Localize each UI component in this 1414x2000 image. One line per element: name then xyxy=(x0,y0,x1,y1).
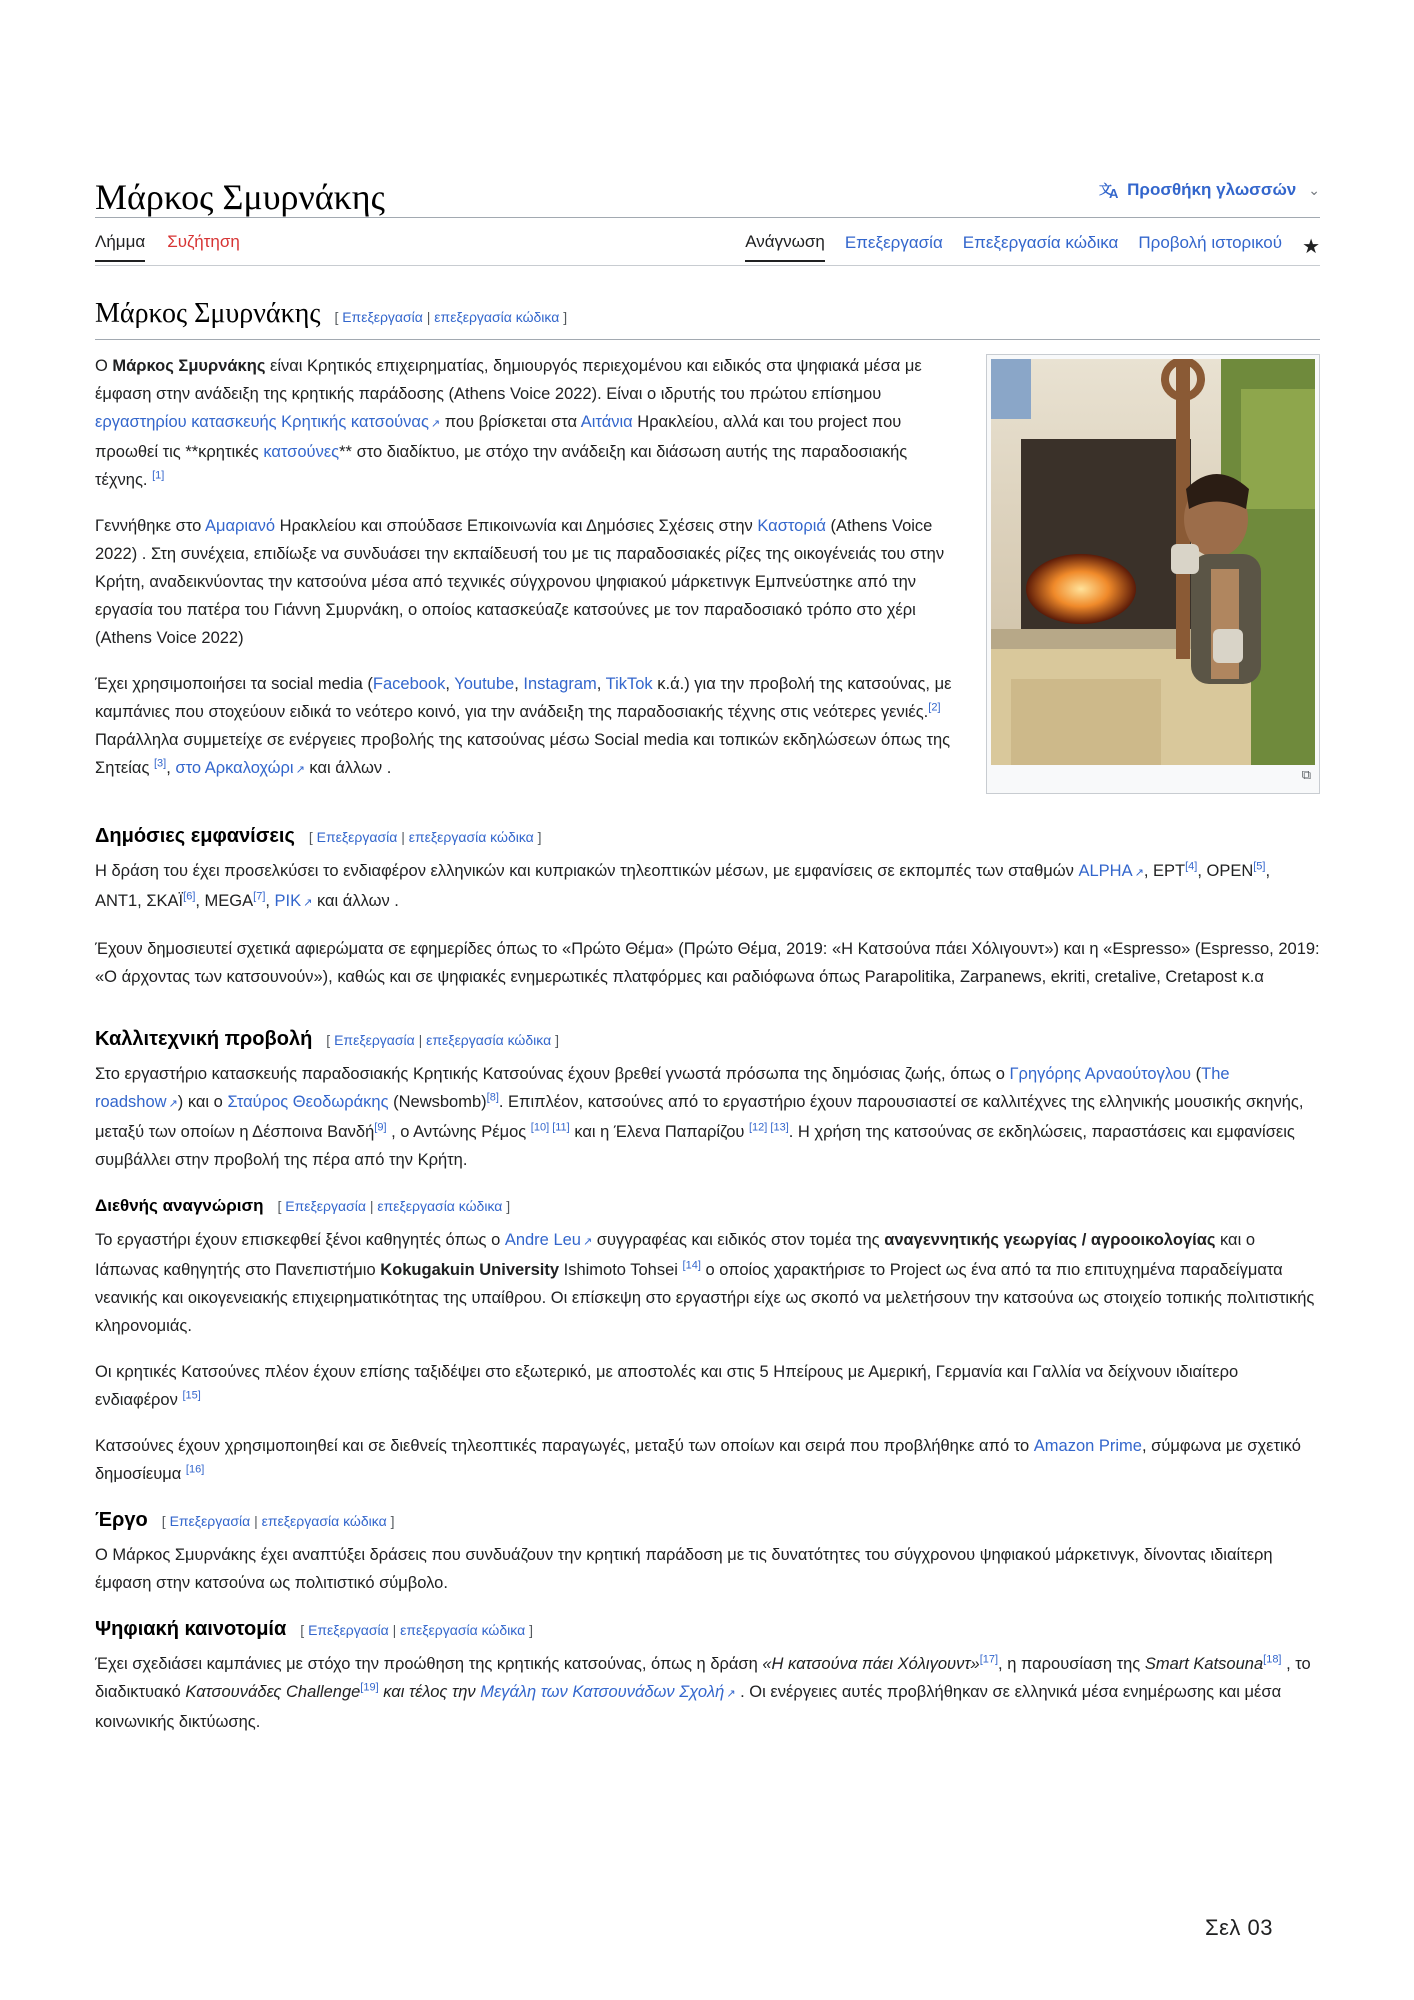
edit-source-link[interactable]: επεξεργασία κώδικα xyxy=(408,829,534,845)
workshop-link[interactable]: εργαστηρίου κατασκευής Κρητικής κατσούνας ↗ xyxy=(95,413,440,431)
andre-leu-link[interactable]: Andre Leu ↗ xyxy=(505,1231,592,1249)
tab-history[interactable]: Προβολή ιστορικού xyxy=(1138,233,1283,252)
biography-paragraph: Γεννήθηκε στο Αμαριανό Ηρακλείου και σπούδασε Επικοινωνία και Δημόσιες Σχέσεις στην Καστοριά (Athens Voice 2022) . Στη συνέχεια, επιδίωξε να συνδυάσει την εκπαίδευσή του με τις παραδοσιακές ρίζες της οικογένειάς του στην Κρήτη, αναδεικνύοντας την κατσούνα μέσα από τεχνικές σύγχρονου ψηφιακού μάρκετινγκ Εμπνεύστηκε από την εργασία του πατέρα του Γιάννη Σμυρνάκη, ο οποίος κατασκεύαζε κατσούνες με τον παραδοσιακό τρόπο στο χέρι (Athens Voice 2022) xyxy=(95,517,945,647)
ref-8[interactable]: [8] xyxy=(486,1091,499,1104)
tv-appearances-paragraph: Η δράση του έχει προσελκύσει το ενδιαφέρον ελληνικών και κυπριακών τηλεοπτικών μέσων, με εμφανίσεις σε εκπομπές των σταθμών ALPHA ↗ , ΕΡΤ[4], OPEN[5], ANT1, ΣΚΑΪ[6], MEGA[7], ΡΙΚ ↗ και άλλων . xyxy=(95,857,1320,917)
ref-3[interactable]: [3] xyxy=(154,757,167,770)
arnaoutoglou-link[interactable]: Γρηγόρης Αρναούτογλου xyxy=(1009,1065,1192,1083)
tab-edit-source[interactable]: Επεξεργασία κώδικα xyxy=(962,233,1119,252)
ref-1[interactable]: [1] xyxy=(152,469,165,482)
ref-5[interactable]: [5] xyxy=(1253,860,1266,873)
title-bar xyxy=(95,168,1320,218)
section-edit-links: [ Επεξεργασία | επεξεργασία κώδικα ] xyxy=(326,1032,559,1048)
tab-read[interactable]: Ανάγνωση xyxy=(745,232,825,262)
edit-source-link[interactable]: επεξεργασία κώδικα xyxy=(434,309,560,325)
article-content xyxy=(95,300,1320,1754)
page-number: Σελ 03 xyxy=(1205,1915,1273,1940)
add-languages-label: Προσθήκη γλωσσών xyxy=(1127,180,1297,199)
international-paragraph-3: Κατσούνες έχουν χρησιμοποιηθεί και σε διεθνείς τηλεοπτικές παραγωγές, μεταξύ των οποίων και σειρά που προβλήθηκε από το Amazon Prime, σύμφωνα με σχετικό δημοσίευμα [16] xyxy=(95,1437,1301,1483)
ref-6[interactable]: [6] xyxy=(183,890,196,903)
ref-4[interactable]: [4] xyxy=(1185,860,1198,873)
svg-text:A: A xyxy=(1109,186,1119,199)
section-edit-links: [ Επεξεργασία | επεξεργασία κώδικα ] xyxy=(277,1198,511,1214)
ref-17[interactable]: [17] xyxy=(979,1653,999,1666)
amariano-link[interactable]: Αμαριανό xyxy=(204,517,276,535)
translate-icon xyxy=(1099,181,1121,199)
section-public-appearances: Δημόσιες εμφανίσεις [ Επεξεργασία | επεξεργασία κώδικα ] xyxy=(95,822,1320,851)
social-media-paragraph: Έχει χρησιμοποιήσει τα social media (Facebook, Youtube, Instagram, TikTok κ.ά.) για την προβολή της κατσούνας, με καμπάνιες που στοχεύουν ειδικά το νεότερο κοινό, για την ανάδειξη της παραδοσιακής τέχνης στις νεότερες γενιές.[2] Παράλληλα συμμετείχε σε ενέργειες προβολής της κατσούνας μέσω Social media και τοπικών εκδηλώσεων όπως της Σητείας [3], στο Αρκαλοχώρι ↗ και άλλων . xyxy=(95,670,1320,784)
ref-2[interactable]: [2] xyxy=(928,701,941,714)
watch-star-icon[interactable]: ★ xyxy=(1302,236,1320,258)
ref-19[interactable]: [19] xyxy=(360,1681,379,1694)
ref-9[interactable]: [9] xyxy=(374,1121,387,1134)
section-international: Διεθνής αναγνώριση [ Επεξεργασία | επεξεργασία κώδικα ] xyxy=(95,1192,1320,1220)
theodorakis-link[interactable]: Σταύρος Θεοδωράκης xyxy=(227,1093,389,1111)
katsounades-school-link[interactable]: Μεγάλη των Κατσουνάδων Σχολή ↗ xyxy=(480,1683,735,1701)
ref-14[interactable]: [14] xyxy=(682,1259,701,1272)
svg-text:文: 文 xyxy=(1099,183,1113,198)
artistic-paragraph: Στο εργαστήριο κατασκευής παραδοσιακής Κρητικής Κατσούνας έχουν βρεθεί γνωστά πρόσωπα της δημόσιας ζωής, όπως ο Γρηγόρης Αρναούτογλου (The roadshow ↗ ) και ο Σταύρος Θεοδωράκης (Newsbomb)[8]. Επιπλέον, κατσούνες από το εργαστήριο έχουν παρουσιαστεί σε καλλιτέχνες της ελληνικής μουσικής σκηνής, μεταξύ των οποίων η Δέσποινα Βανδή[9] , ο Αντώνης Ρέμος [10] [11] και η Έλενα Παπαρίζου [12] [13]. Η χρήση της κατσούνας σε εκδηλώσεις, παραστάσεις και εμφανίσεις συμβάλλει στην προβολή της πέρα από την Κρήτη. xyxy=(95,1060,1320,1174)
amazon-prime-link[interactable]: Amazon Prime xyxy=(1033,1437,1142,1455)
ref-18[interactable]: [18] xyxy=(1263,1653,1282,1666)
edit-link[interactable]: Επεξεργασία xyxy=(308,1622,389,1638)
alpha-link[interactable]: ALPHA ↗ xyxy=(1078,862,1143,880)
section-artistic: Καλλιτεχνική προβολή [ Επεξεργασία | επεξεργασία κώδικα ] xyxy=(95,1025,1320,1054)
facebook-link[interactable]: Facebook xyxy=(372,675,446,693)
edit-link[interactable]: Επεξεργασία xyxy=(334,1032,415,1048)
section-edit-links: [ Επεξεργασία | επεξεργασία κώδικα ] xyxy=(300,1622,533,1638)
subject-name: Μάρκος Σμυρνάκης xyxy=(112,357,266,375)
section-edit-links: [ Επεξεργασία | επεξεργασία κώδικα ] xyxy=(161,1513,395,1529)
edit-source-link[interactable]: επεξεργασία κώδικα xyxy=(400,1622,526,1638)
page-title: Μάρκος Σμυρνάκης xyxy=(95,177,385,217)
article-heading-text: Μάρκος Σμυρνάκης xyxy=(95,298,321,329)
press-paragraph: Έχουν δημοσιευτεί σχετικά αφιερώματα σε εφημερίδες όπως το «Πρώτο Θέμα» (Πρώτο Θέμα, 2019: «Η Κατσούνα πάει Χόλιγουντ») και η «Espresso» (Espresso, 2019: «Ο άρχοντας των κατσουνούν»), καθώς και σε ψηφιακές ενημερωτικές πλατφόρμες και ραδιόφωνα όπως Parapolitika, Zarpanews, ekriti, cretalive, Cretapost κ.α xyxy=(95,940,1320,986)
edit-link[interactable]: Επεξεργασία xyxy=(316,829,398,845)
international-paragraph-2: Οι κρητικές Κατσούνες πλέον έχουν επίσης ταξιδέψει στο εξωτερικό, με αποστολές και στις 5 Ηπείρους με Αμερική, Γερμανία και Γαλλία να δείχνουν ιδιαίτερο ενδιαφέρον [15] xyxy=(95,1363,1239,1409)
photo-illustration xyxy=(991,359,1315,765)
edit-source-link[interactable]: επεξεργασία κώδικα xyxy=(426,1032,552,1048)
article-heading xyxy=(95,300,1320,340)
ref-16[interactable]: [16] xyxy=(185,1463,205,1476)
chevron-down-icon: ⌄ xyxy=(1308,181,1320,198)
enlarge-icon[interactable]: ⧉ xyxy=(1301,767,1311,782)
ref-10-11[interactable]: [10] [11] xyxy=(530,1121,570,1134)
katsounes-link[interactable]: κατσούνες xyxy=(263,443,340,461)
arkalochori-link[interactable]: στο Αρκαλοχώρι ↗ xyxy=(175,759,304,777)
tab-talk[interactable]: Συζήτηση xyxy=(167,232,240,251)
roadshow-link[interactable]: The roadshow ↗ xyxy=(95,1065,1230,1111)
ref-15[interactable]: [15] xyxy=(182,1389,201,1402)
edit-source-link[interactable]: επεξεργασία κώδικα xyxy=(377,1198,503,1214)
infobox-thumbnail[interactable] xyxy=(986,354,1320,794)
photo-craftsman-at-forge[interactable] xyxy=(991,359,1315,765)
international-paragraph-1: Το εργαστήρι έχουν επισκεφθεί ξένοι καθηγητές όπως ο Andre Leu ↗ συγγραφέας και ειδικός στον τομέα της αναγεννητικής γεωργίας / αγροοικολογίας και ο Ιάπωνας καθηγητής στο Πανεπιστήμιο Kokugakuin University Ishimoto Tohsei [14] ο οποίος χαρακτήρισε το Project ως ένα από τα πιο επιτυχημένα παραδείγματα νεανικής και οικογενειακής επιχειρηματικότητας της υπαίθρου. Οι επίσκεψη στο εργαστήρι είχε ως σκοπό να μελετήσουν την κατσούνα ως στοιχείο τοπικής πολιτιστικής κληρονομιάς. xyxy=(95,1226,1320,1340)
digital-paragraph: Έχει σχεδιάσει καμπάνιες με στόχο την προώθηση της κρητικής κατσούνας, όπως η δράση «Η κατσούνα πάει Χόλιγουντ»[17], η παρουσίαση της Smart Katsouna[18] , το διαδικτυακό Κατσουνάδες Challenge[19] και τέλος την Μεγάλη των Κατσουνάδων Σχολή ↗ . Οι ενέργειες αυτές προβλήθηκαν σε ελληνικά μέσα ενημέρωσης και μέσα κοινωνικής δικτύωσης. xyxy=(95,1650,1320,1736)
edit-link[interactable]: Επεξεργασία xyxy=(342,309,423,325)
rik-link[interactable]: ΡΙΚ ↗ xyxy=(275,892,313,910)
add-languages-button[interactable] xyxy=(1099,180,1320,200)
tiktok-link[interactable]: TikTok xyxy=(605,675,653,693)
edit-link[interactable]: Επεξεργασία xyxy=(169,1513,251,1529)
edit-link[interactable]: Επεξεργασία xyxy=(285,1198,366,1214)
intro-paragraph: Ο Μάρκος Σμυρνάκης είναι Κρητικός επιχειρηματίας, δημιουργός περιεχομένου και ειδικός στα ψηφιακά μέσα με έμφαση στην ανάδειξη της κρητικής παράδοσης (Athens Voice 2022). Είναι ο ιδρυτής του πρώτου επίσημου εργαστηρίου κατασκευής Κρητικής κατσούνας ↗ που βρίσκεται στα Αιτάνια Ηρακλείου, αλλά και του project που προωθεί τις **κρητικές κατσούνες** στο διαδίκτυο, με στόχο την ανάδειξη και διάσωση αυτής της παραδοσιακής τέχνης. [1] xyxy=(95,352,1320,494)
ref-7[interactable]: [7] xyxy=(253,890,266,903)
section-edit-links: [ Επεξεργασία | επεξεργασία κώδικα ] xyxy=(334,309,568,325)
aitania-link[interactable]: Αιτάνια xyxy=(580,413,633,431)
tab-article[interactable]: Λήμμα xyxy=(95,232,145,262)
tab-edit[interactable]: Επεξεργασία xyxy=(844,233,943,252)
ref-12-13[interactable]: [12] [13] xyxy=(749,1121,789,1134)
instagram-link[interactable]: Instagram xyxy=(523,675,597,693)
kastoria-link[interactable]: Καστοριά xyxy=(757,517,826,535)
tabs-bar xyxy=(95,226,1320,266)
section-work: Έργο [ Επεξεργασία | επεξεργασία κώδικα ] xyxy=(95,1506,1320,1535)
section-digital-innovation: Ψηφιακή καινοτομία [ Επεξεργασία | επεξεργασία κώδικα ] xyxy=(95,1615,1320,1644)
edit-source-link[interactable]: επεξεργασία κώδικα xyxy=(261,1513,387,1529)
section-edit-links: [ Επεξεργασία | επεξεργασία κώδικα ] xyxy=(308,829,542,845)
work-paragraph: Ο Μάρκος Σμυρνάκης έχει αναπτύξει δράσεις που συνδυάζουν την κρητική παράδοση με τις δυνατότητες του σύγχρονου ψηφιακού μάρκετινγκ, δίνοντας ιδιαίτερη έμφαση στην κατσούνα ως πολιτιστικό σύμβολο. xyxy=(95,1546,1273,1592)
youtube-link[interactable]: Youtube xyxy=(454,675,515,693)
